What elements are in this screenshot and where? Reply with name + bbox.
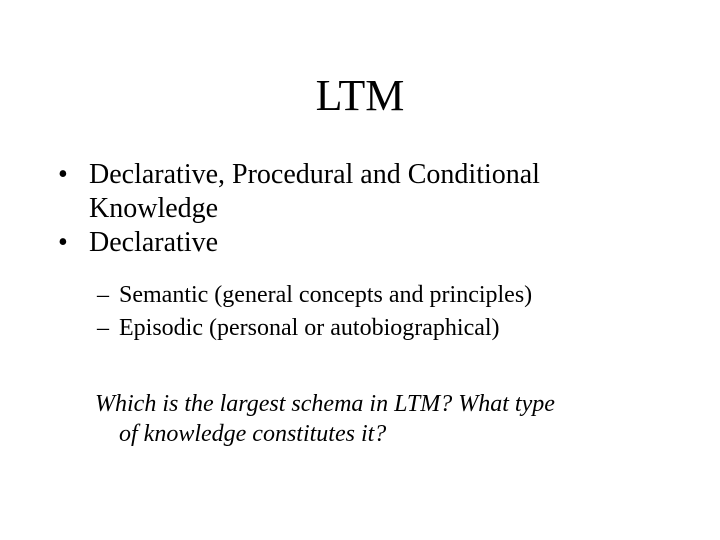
sub-bullet-text: Episodic (personal or autobiographical) (119, 315, 500, 341)
bullet-item-declarative (58, 226, 698, 260)
sub-bullet-semantic (97, 279, 697, 312)
bullet-list (58, 158, 698, 260)
slide-title: LTM (315, 71, 405, 120)
bullet-text-line: Knowledge (89, 193, 219, 224)
bullet-text-line: Declarative, Procedural and Conditional (89, 159, 540, 190)
sub-bullet-marker: – (97, 315, 109, 341)
bullet-text-line: Declarative (89, 227, 219, 258)
sub-bullet-episodic (97, 312, 697, 345)
question-line-1: Which is the largest schema in LTM? What type (95, 391, 555, 417)
bullet-item-knowledge-types (58, 158, 698, 226)
bullet-marker: • (58, 159, 68, 190)
bullet-marker: • (58, 227, 68, 258)
question-text (95, 389, 665, 449)
sub-bullet-text: Semantic (general concepts and principles) (119, 282, 533, 308)
sub-bullet-marker: – (97, 282, 109, 308)
question-line-2: of knowledge constitutes it? (119, 421, 387, 447)
sub-bullet-list (97, 279, 697, 345)
